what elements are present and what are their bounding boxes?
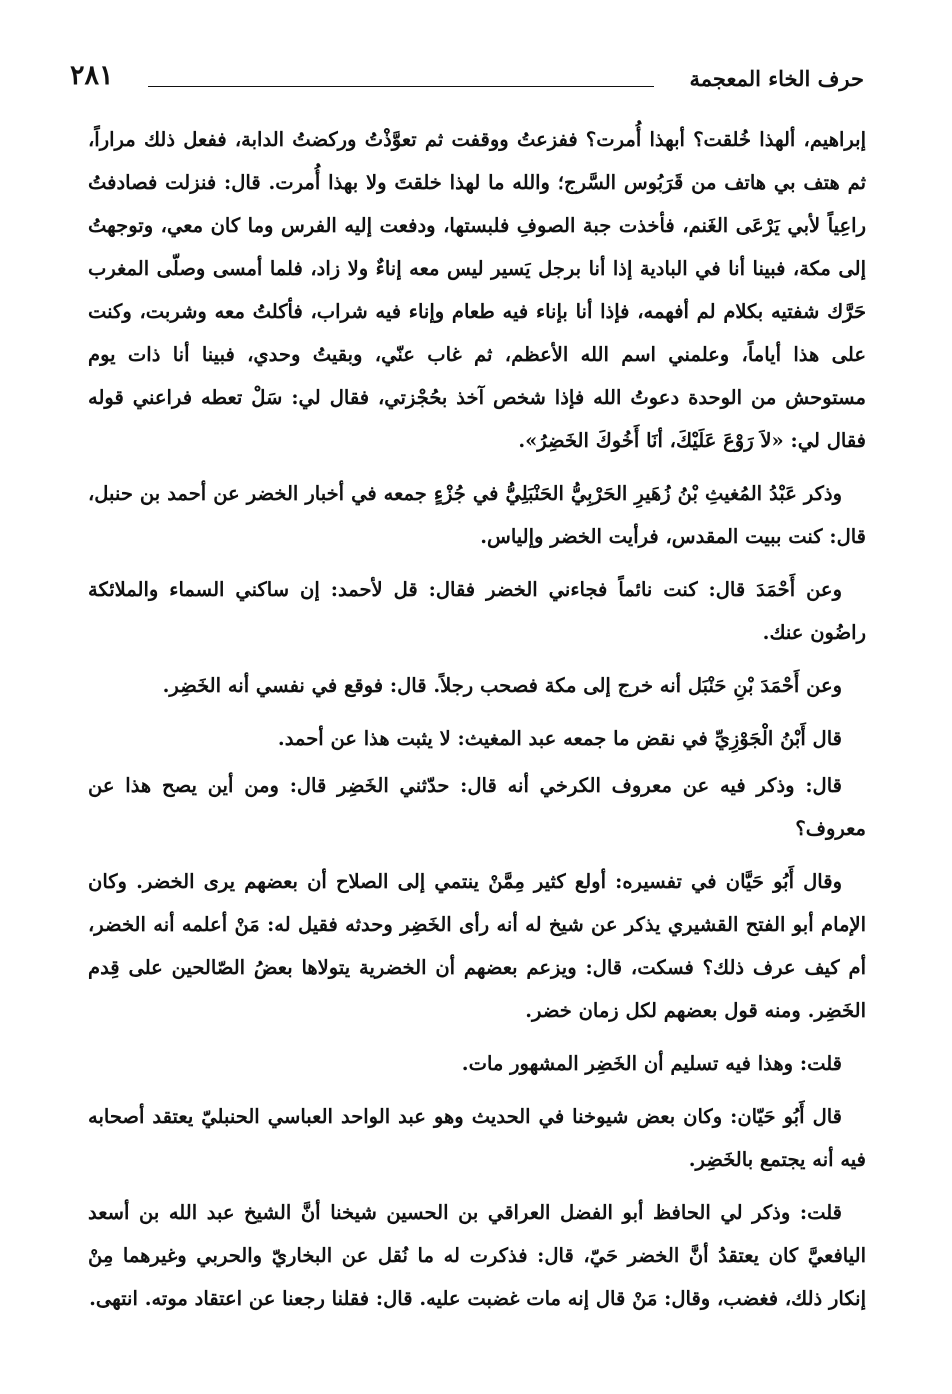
main-text <box>88 118 866 1330</box>
paragraph-abu-hayyan-tafsir: وقال أَبُو حَيَّان في تفسيره: أولع كثير مِمَّنْ ينتمي إلى الصلاح أن بعضهم يرى الخضر. وكان الإمام أبو الفتح القشيري يذكر عن شيخ له أنه رأى الخَضِر وحدثه فقيل له: مَنْ أعلمه أنه الخضر، أم كيف عرف ذلك؟ فسكت، قال: ويزعم بعضهم أن الخضرية يتولاها بعضُ الصّالحين على قِدم الخَضِر. ومنه قول بعضهم لكل زمان خضر. <box>88 870 866 1022</box>
paragraph-maruf-karkhi: قال: وذكر فيه عن معروف الكرخي أنه قال: حدّثني الخَضِر قال: ومن أين يصح هذا عن معروف؟ <box>88 774 866 840</box>
header-rule <box>148 86 654 87</box>
paragraph-ibn-al-jawzi: قال أَبْنُ الْجَوْزِيِّ في نقض ما جمعه عبد المغيث: لا يثبت هذا عن أحمد. <box>277 727 842 750</box>
page-header <box>70 60 864 100</box>
paragraph-ibrahim-story: إبراهيم، ألهذا خُلقت؟ أبهذا أُمرت؟ ففزعتُ ووقفت ثم تعوَّذْتُ وركضتُ الدابة، ففعل ذلك مراراً، ثم هتف بي هاتف من قَرَبُوس السَّرج؛ والله ما لهذا خلقتَ ولا بهذا أُمرت. قال: فنزلت فصادفتُ راعِياً لأبي يَرْعَى الغَنم، فأخذت جبة الصوفِ فلبستها، ودفعت إليه الفرس وما كان معي، وتوجهتُ إلى مكة، فبينا أنا في البادية إذا أنا برجل يَسير ليس معه إناءٌ ولا زاد، فلما أمسى وصلّى المغرب حَرَّك شفتيه بكلام لم أفهمه، فإذا أنا بإناء فيه طعام وإناء فيه شراب، فأكلتُ معه وشربت، وكنت على هذا أياماً، وعلمني اسم الله الأعظم، ثم غاب عنّي، وبقيتُ وحدي، فبينا أنا ذات يوم مستوحش من الوحدة دعوتُ الله فإذا شخص آخذ بحُجْزتي، فقال لي: سَلْ تعطه فراعني قوله فقال لي: «لاَ رَوْعَ عَلَيْكَ، أنَا أَخُوكَ الخَضِرُ». <box>88 128 866 452</box>
running-title: حرف الخاء المعجمة <box>689 66 864 91</box>
paragraph-abu-hayyan-hanbali: قال أَبُو حَيّان: وكان بعض شيوخنا في الحديث وهو عبد الواحد العباسي الحنبليّ يعتقد أصحابه فيه أنه يجتمع بالخَضِر. <box>88 1105 866 1171</box>
page-number: ٢٨١ <box>70 60 114 91</box>
paragraph-ahmad-dream: وعن أَحْمَدَ قال: كنت نائماً فجاءني الخضر فقال: قل لأحمد: إن ساكني السماء والملائكة راضُون عنك. <box>88 578 866 644</box>
paragraph-abd-al-mughith: وذكر عَبْدُ المُغيثِ بْنُ زُهَيرِ الحَرْبِيُّ الحَنْبَلِيُّ في جُزْءٍ جمعه في أخبار الخضر عن أحمد بن حنبل، قال: كنت ببيت المقدس، فرأيت الخضر وإلياس. <box>88 482 866 548</box>
paragraph-ahmad-mecca: وعن أَحْمَدَ بْنِ حَنْبَل أنه خرج إلى مكة فصحب رجلاً. قال: فوقع في نفسي أنه الخَضِر. <box>162 674 842 697</box>
paragraph-al-iraqi-yafii: قلت: وذكر لي الحافظ أبو الفضل العراقي بن الحسين شيخنا أنَّ الشيخ عبد الله بن أسعد اليافعيَّ كان يعتقدُ أنَّ الخضر حَيّ، قال: فذكرت له ما نُقل عن البخاريّ والحربي وغيرهما مِنْ إنكار ذلك، فغضب، وقال: مَنْ قال إنه مات غضبت عليه. قال: فقلنا رجعنا عن اعتقاد موته. انتهى. <box>88 1201 866 1310</box>
paragraph-qultu-death: قلت: وهذا فيه تسليم أن الخَضِر المشهور مات. <box>461 1052 842 1075</box>
